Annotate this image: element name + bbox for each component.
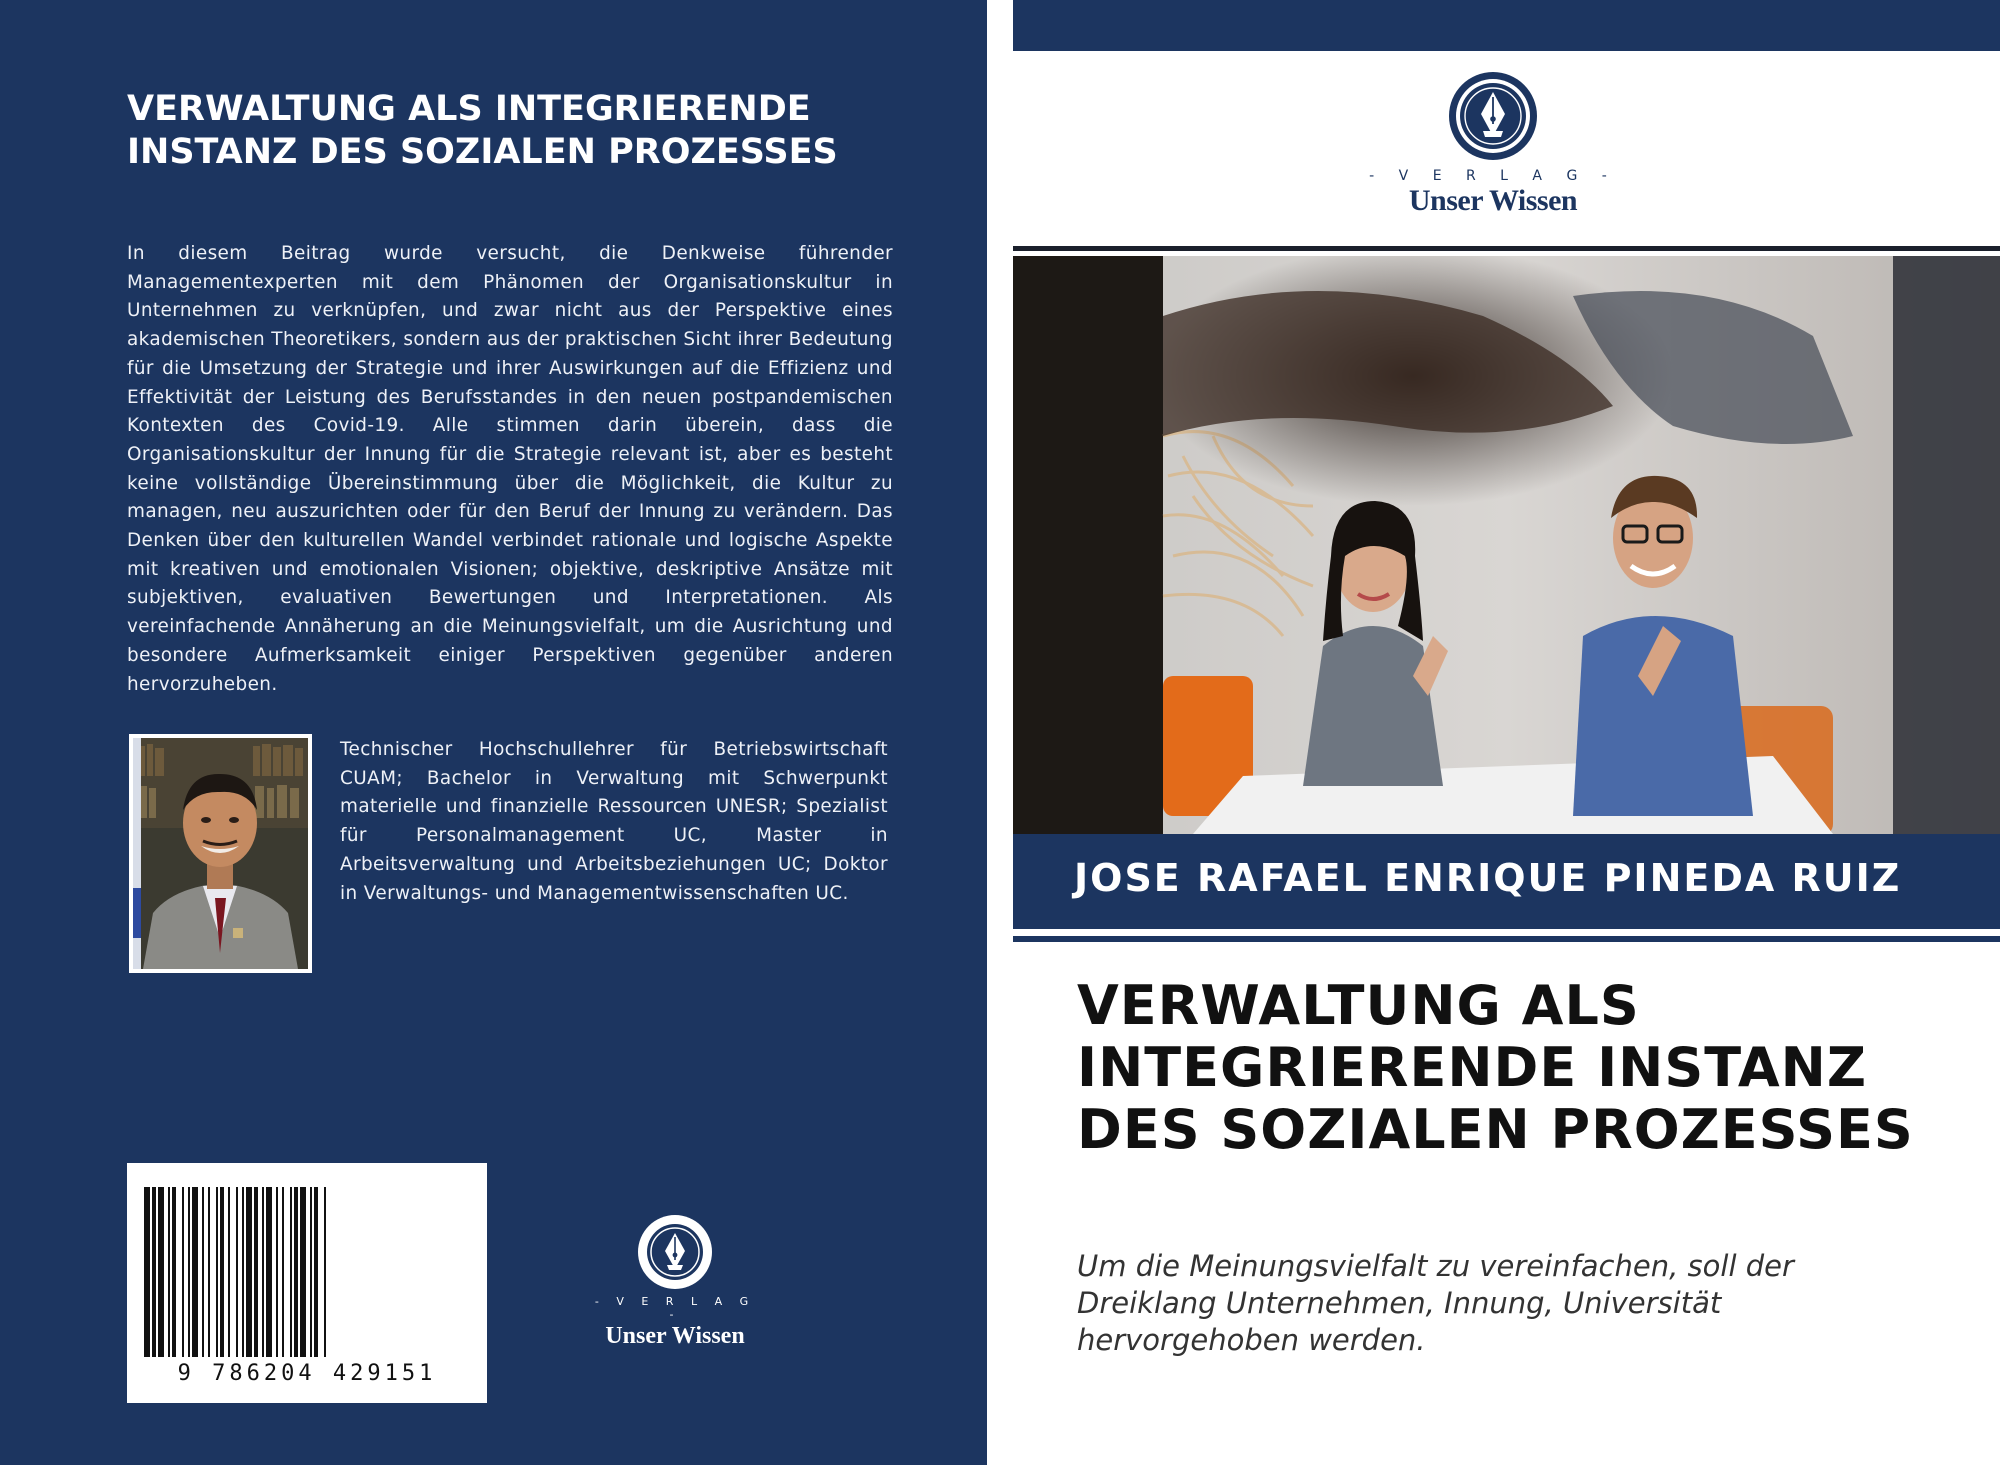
photo-top-rule bbox=[1013, 246, 2000, 251]
author-bio: Technischer Hochschullehrer für Betriebswirtschaft CUAM; Bachelor in Verwaltung mit Schwerpunkt materielle und finanzielle Ressourcen UNESR; Spezialist für Personalmanagement UC, Master in Arbeitsverwaltung und Arbeitsbeziehungen UC; Doktor in Verwaltungs- und Managementwissenschaften UC. bbox=[340, 739, 888, 904]
back-cover bbox=[0, 0, 987, 1465]
barcode-bar bbox=[228, 1187, 230, 1357]
front-cover-subtitle: Um die Meinungsvielfalt zu vereinfachen, soll der Dreiklang Unternehmen, Innung, Universität hervorgehoben werden. bbox=[1077, 1249, 1794, 1357]
back-cover-blurb: In diesem Beitrag wurde versucht, die Denkweise führender Managementexperten mit dem Phänomen der Organisationskultur in Unternehmen zu verknüpfen, und zwar nicht aus der Perspektive eines akademischen Theoretikers, sondern aus der praktischen Sicht ihrer Bedeutung für die Umsetzung der Strategie und ihrer Auswirkungen auf die Effizienz und Effektivität der Leistung des Berufsstandes in den neuen postpandemischen Kontexten des Covid-19. Alle stimmen darin überein, dass die Organisationskultur der Innung für die Strategie relevant ist, aber es besteht keine vollständige Übereinstimmung über die Möglichkeit, die Kultur zu managen, neu auszurichten oder für den Beruf der Innung zu verändern. Das Denken über den kulturellen Wandel verbindet rationale und logische Aspekte mit kreativen und emotionalen Visionen; objektive, deskriptive Ansätze mit subjektiven, evaluativen Bewertungen und Interpretationen. Als vereinfachende Annäherung an die Meinungsvielfalt, um die Ausrichtung und besondere Aufmerksamkeit einiger Perspektiven gegenüber anderen hervorzuheben. bbox=[127, 243, 893, 695]
barcode-bar bbox=[300, 1187, 306, 1357]
barcode-bar bbox=[324, 1187, 326, 1357]
barcode-bar bbox=[282, 1187, 284, 1357]
barcode-bar bbox=[202, 1187, 204, 1357]
back-publisher-logo bbox=[590, 1213, 760, 1349]
back-publisher-brand: Unser Wissen bbox=[605, 1323, 745, 1349]
author-band-rule bbox=[1013, 936, 2000, 942]
barcode-icon bbox=[144, 1187, 470, 1363]
barcode-bar bbox=[188, 1187, 190, 1357]
isbn-barcode bbox=[127, 1163, 487, 1403]
barcode-bar bbox=[168, 1187, 170, 1357]
fountain-pen-nib-icon bbox=[636, 1213, 714, 1291]
barcode-bar bbox=[262, 1187, 264, 1357]
barcode-bar bbox=[172, 1187, 176, 1357]
front-cover-title: VERWALTUNG ALS INTEGRIERENDE INSTANZ DES SOZIALEN PROZESSES bbox=[1077, 974, 1914, 1161]
front-verlag-label: - V E R L A G - bbox=[1369, 168, 1617, 184]
barcode-bar bbox=[236, 1187, 238, 1357]
barcode-bar bbox=[266, 1187, 272, 1357]
barcode-bar bbox=[144, 1187, 150, 1357]
author-name: JOSE RAFAEL ENRIQUE PINEDA RUIZ bbox=[1074, 856, 1902, 900]
barcode-bar bbox=[182, 1187, 184, 1357]
barcode-bar bbox=[314, 1187, 318, 1357]
top-accent-bar bbox=[1013, 0, 2000, 51]
spine-gap bbox=[987, 0, 1013, 1465]
front-cover bbox=[1013, 0, 2000, 1465]
back-verlag-label: - V E R L A G - bbox=[594, 1295, 756, 1321]
front-publisher-logo bbox=[1353, 70, 1633, 218]
front-publisher-brand: Unser Wissen bbox=[1408, 184, 1578, 217]
back-cover-title: VERWALTUNG ALS INTEGRIERENDE INSTANZ DES SOZIALEN PROZESSES bbox=[127, 89, 838, 172]
barcode-bar bbox=[208, 1187, 210, 1357]
fountain-pen-nib-icon bbox=[1447, 70, 1539, 162]
barcode-bar bbox=[310, 1187, 312, 1357]
barcode-bar bbox=[254, 1187, 258, 1357]
barcode-bar bbox=[220, 1187, 224, 1357]
author-band bbox=[1013, 834, 2000, 929]
barcode-bar bbox=[242, 1187, 244, 1357]
author-portrait bbox=[129, 734, 312, 973]
barcode-bar bbox=[294, 1187, 298, 1357]
barcode-bar bbox=[290, 1187, 292, 1357]
barcode-bar bbox=[192, 1187, 198, 1357]
barcode-bar bbox=[158, 1187, 164, 1357]
barcode-bar bbox=[216, 1187, 218, 1357]
barcode-bar bbox=[152, 1187, 156, 1357]
isbn-digits: 9 786204 429151 bbox=[177, 1361, 437, 1386]
barcode-bar bbox=[276, 1187, 278, 1357]
cover-photo bbox=[1013, 256, 2000, 834]
barcode-bar bbox=[246, 1187, 252, 1357]
